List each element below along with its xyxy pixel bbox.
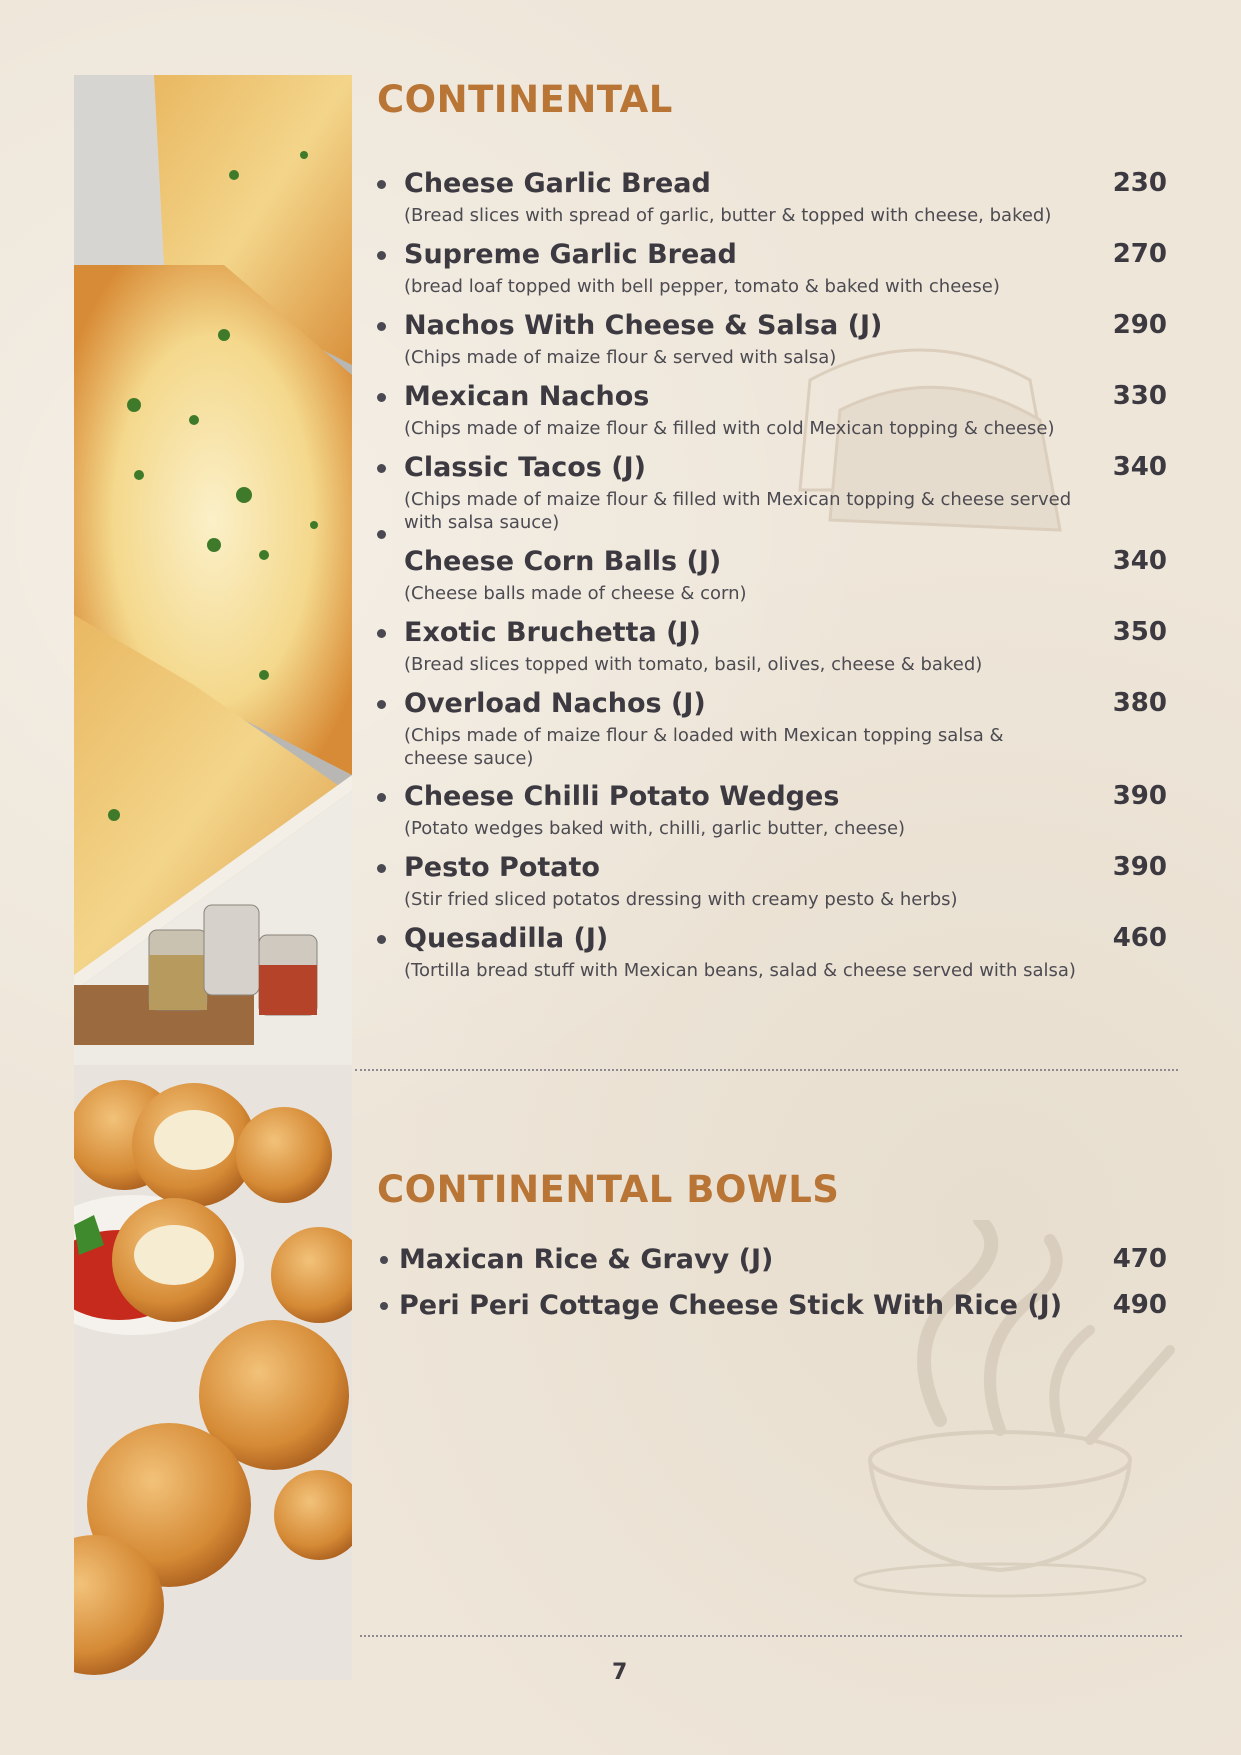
menu-item-description: (Chips made of maize flour & filled with Mexican topping & cheese served with salsa sauce)	[404, 489, 1072, 533]
menu-item-price: 230	[1112, 168, 1167, 198]
bullet-icon	[377, 464, 386, 473]
menu-item-name: Nachos With Cheese & Salsa (J)	[404, 310, 883, 341]
menu-item-price: 350	[1112, 617, 1167, 647]
bullet-icon	[377, 864, 386, 873]
bullet-icon	[377, 700, 386, 709]
menu-item-description: (Chips made of maize flour & loaded with Mexican topping salsa & cheese sauce)	[404, 725, 1004, 769]
bullet-icon	[377, 251, 386, 260]
bullet-icon	[380, 1256, 388, 1264]
menu-item-price: 290	[1112, 310, 1167, 340]
menu-item-description: (Bread slices topped with tomato, basil, olives, cheese & baked)	[404, 654, 983, 675]
food-photo-illustration	[74, 75, 352, 1680]
menu-item-name: Classic Tacos (J)	[404, 452, 646, 483]
food-photo-collage	[74, 75, 352, 1680]
menu-item-name: Exotic Bruchetta (J)	[404, 617, 701, 648]
footer-divider	[360, 1635, 1182, 1637]
section-title-continental: CONTINENTAL	[377, 78, 673, 121]
menu-item-description: (Chips made of maize flour & served with salsa)	[404, 347, 837, 368]
menu-item-name: Pesto Potato	[404, 852, 600, 883]
menu-item-description: (bread loaf topped with bell pepper, tomato & baked with cheese)	[404, 276, 1000, 297]
menu-item-price: 340	[1112, 452, 1167, 482]
menu-item-description: (Chips made of maize flour & filled with cold Mexican topping & cheese)	[404, 418, 1055, 439]
menu-item-price: 470	[1112, 1244, 1167, 1274]
section-title-continental-bowls: CONTINENTAL BOWLS	[377, 1168, 840, 1211]
menu-item-price: 380	[1112, 688, 1167, 718]
menu-item-name: Maxican Rice & Gravy (J)	[399, 1244, 774, 1275]
menu-item-description: (Bread slices with spread of garlic, butter & topped with cheese, baked)	[404, 205, 1052, 226]
menu-item-price: 330	[1112, 381, 1167, 411]
section-divider	[355, 1069, 1178, 1071]
menu-item-price: 460	[1112, 923, 1167, 953]
page-number: 7	[612, 1660, 628, 1685]
menu-item-name: Quesadilla (J)	[404, 923, 609, 954]
bullet-icon	[377, 793, 386, 802]
menu-item-name: Cheese Chilli Potato Wedges	[404, 781, 840, 812]
menu-item-name: Supreme Garlic Bread	[404, 239, 737, 270]
menu-item-description: (Stir fried sliced potatos dressing with creamy pesto & herbs)	[404, 889, 958, 910]
bullet-icon	[377, 629, 386, 638]
bullet-icon	[377, 393, 386, 402]
soup-bowl-decoration	[850, 1220, 1180, 1600]
bullet-icon	[380, 1302, 388, 1310]
menu-item-price: 340	[1112, 546, 1167, 576]
bullet-icon	[377, 180, 386, 189]
menu-item-name: Mexican Nachos	[404, 381, 650, 412]
menu-item-price: 270	[1112, 239, 1167, 269]
bullet-icon	[377, 935, 386, 944]
menu-item-description: (Tortilla bread stuff with Mexican beans, salad & cheese served with salsa)	[404, 960, 1076, 981]
menu-item-description: (Potato wedges baked with, chilli, garlic butter, cheese)	[404, 818, 906, 839]
menu-item-name: Cheese Corn Balls (J)	[404, 546, 722, 577]
menu-item-price: 390	[1112, 852, 1167, 882]
menu-item-name: Peri Peri Cottage Cheese Stick With Rice (J)	[399, 1290, 1063, 1321]
bullet-icon	[377, 530, 386, 539]
menu-item-description: (Cheese balls made of cheese & corn)	[404, 583, 747, 604]
menu-item-price: 490	[1112, 1290, 1167, 1320]
menu-item-name: Cheese Garlic Bread	[404, 168, 711, 199]
menu-item-name: Overload Nachos (J)	[404, 688, 706, 719]
menu-item-price: 390	[1112, 781, 1167, 811]
bullet-icon	[377, 322, 386, 331]
